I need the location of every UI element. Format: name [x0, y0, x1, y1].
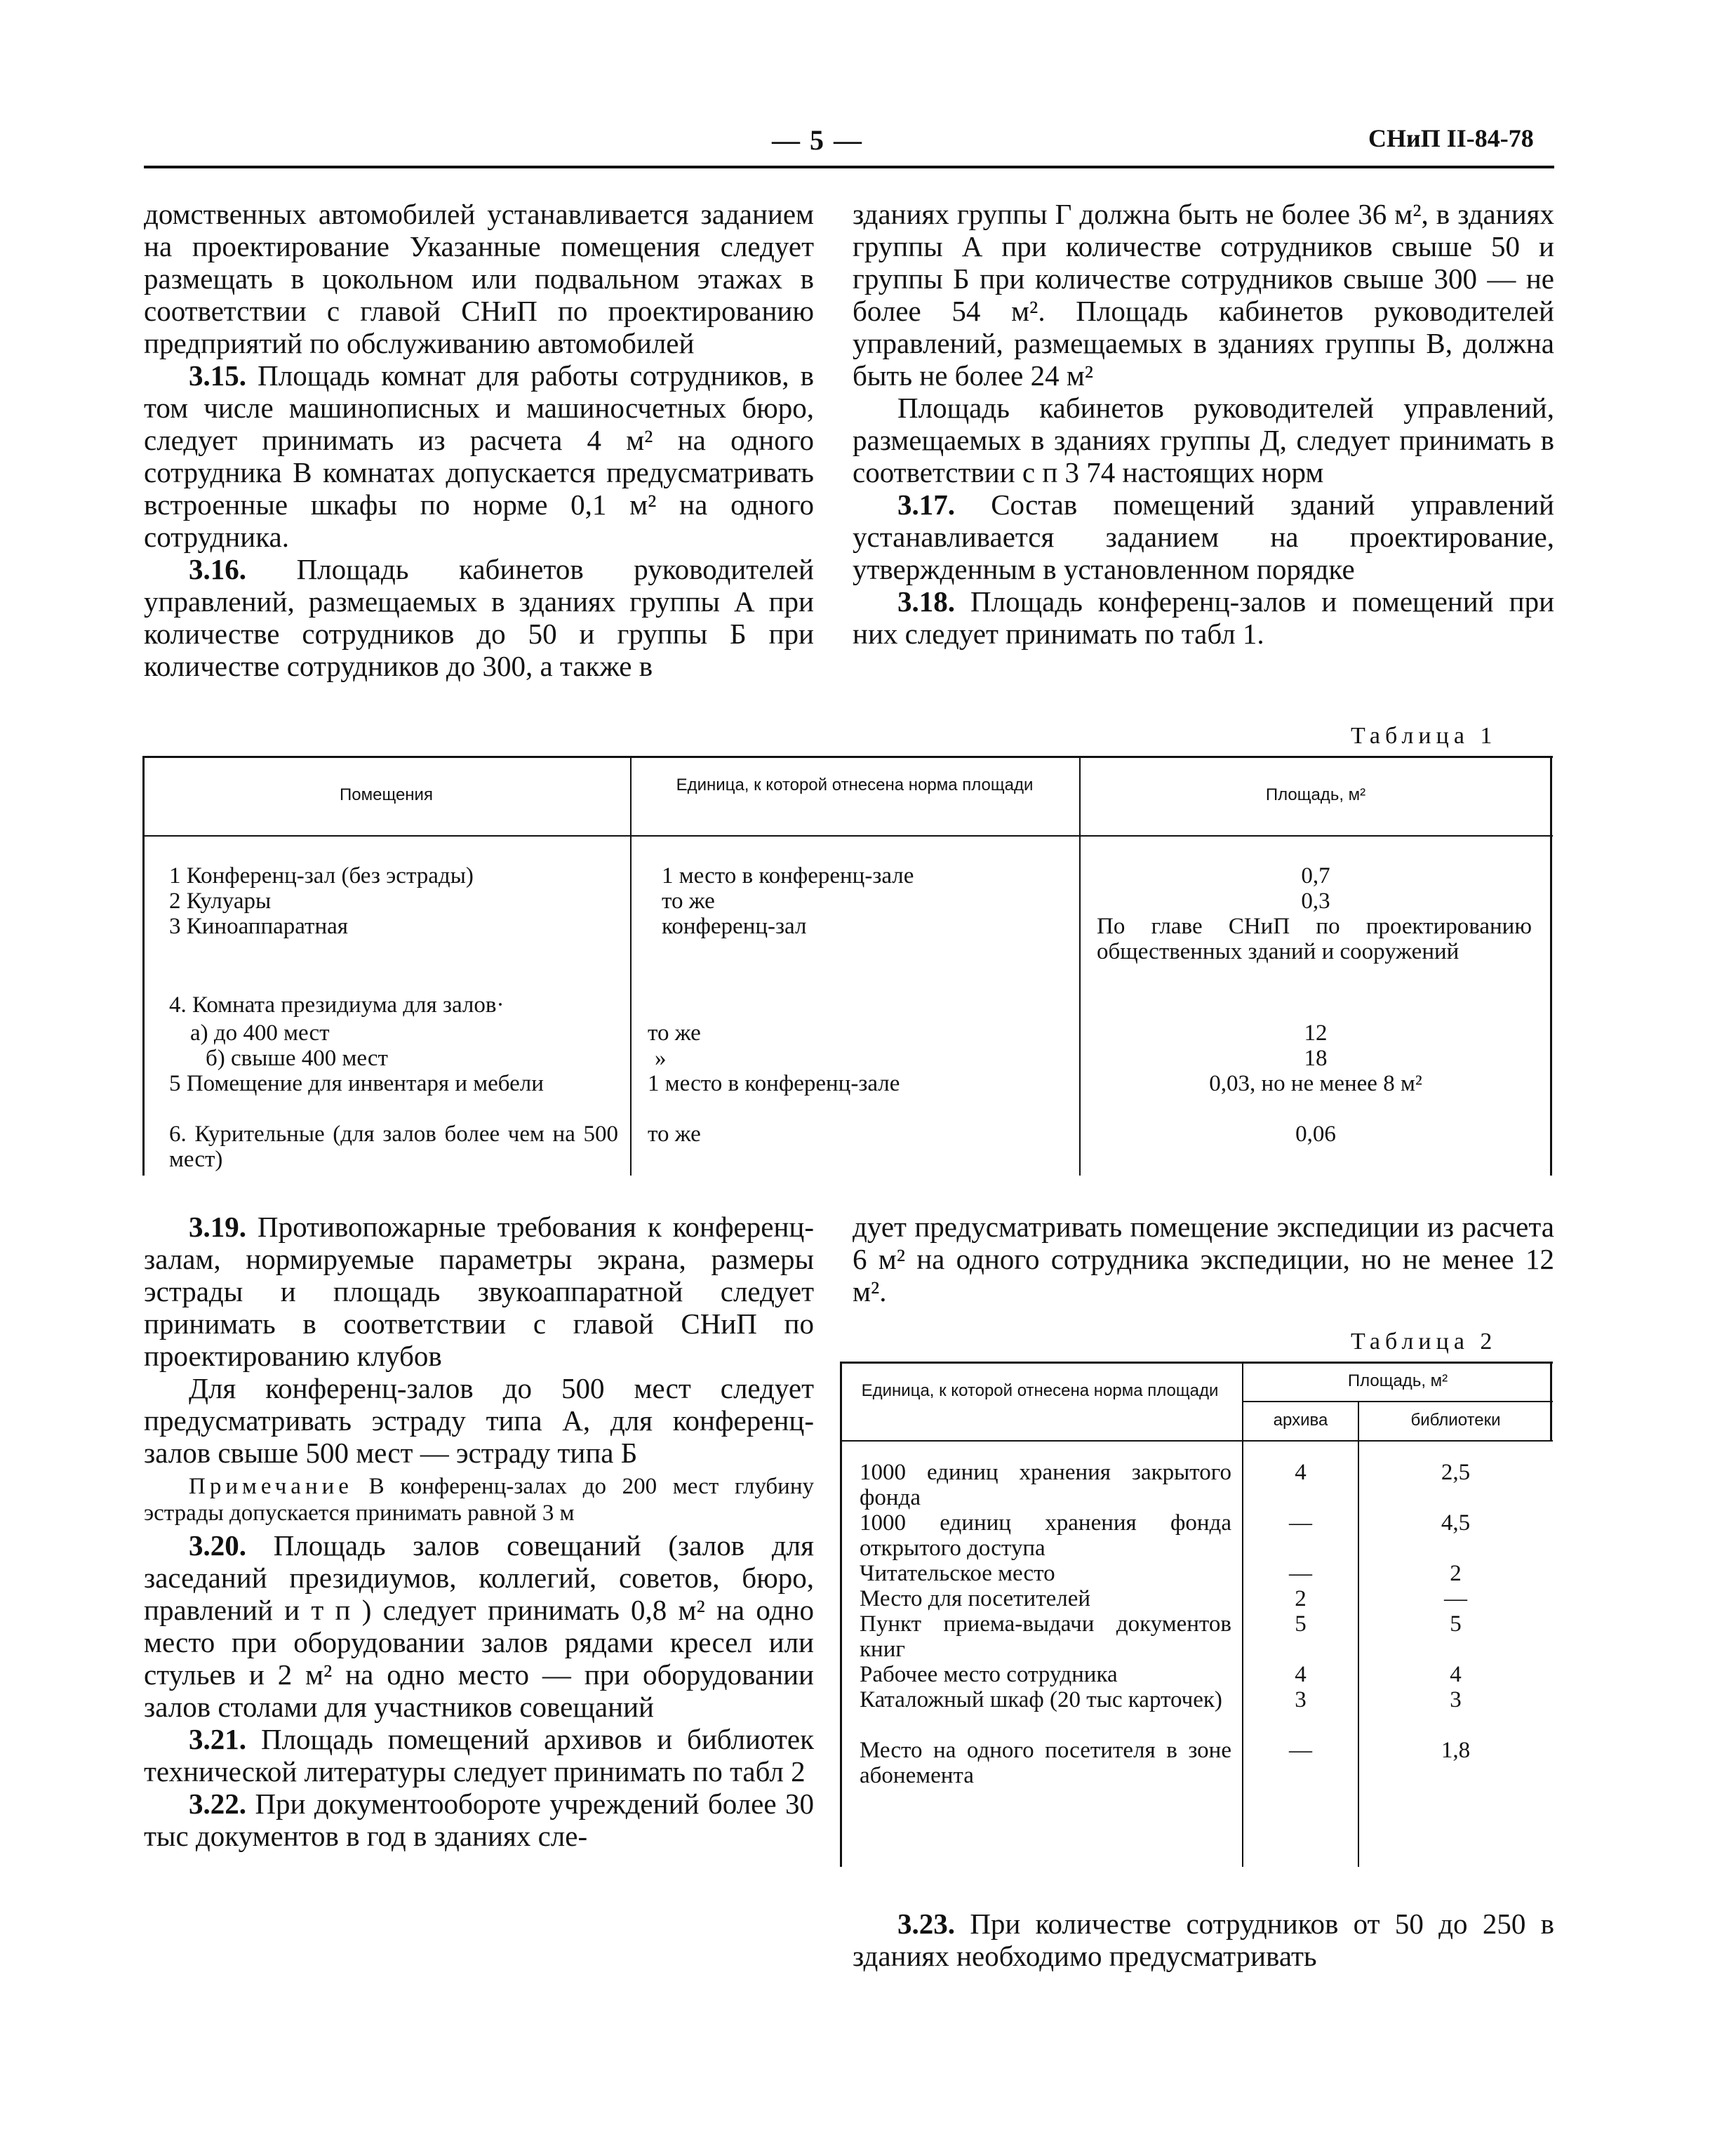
- paragraph-3-19: 3.19. Противопожарные требования к конференц-залам, нормируемые параметры экрана, размеры эстрады и площадь звукоаппаратной следует принимать в соответствии с главой СНиП по проектированию клубов: [144, 1211, 814, 1372]
- table-border: [1550, 756, 1552, 1176]
- right-column-top: [853, 198, 1554, 650]
- table1: [142, 756, 1553, 1176]
- paragraph-3-20: 3.20. Площадь залов совещаний (залов для заседаний президиумов, коллегий, советов, бюро, правлений и т п ) следует принимать 0,8 м² на одно место при оборудовании залов рядами кресел или стульев и 2 м² на одно место — при оборудовании залов столами для участников совещаний: [144, 1529, 814, 1723]
- table-cell: 2 Кулуары: [169, 889, 272, 914]
- table-cell: 3: [1295, 1687, 1307, 1712]
- paragraph-3-17: 3.17. Состав помещений зданий управлений устанавливается заданием на проектирование, утвержденным в установленном порядке: [853, 488, 1555, 585]
- table-cell: 1 место в конференц-зале: [648, 1071, 900, 1096]
- table-header-rule: [1242, 1401, 1553, 1402]
- table-cell: 4,5: [1441, 1510, 1471, 1536]
- table1-caption: Таблица 1: [1351, 723, 1497, 749]
- table-header-rule: [840, 1440, 1553, 1442]
- table2: [840, 1362, 1553, 1867]
- table-cell: 4: [1295, 1460, 1307, 1485]
- table-cell: —: [1444, 1586, 1467, 1611]
- table-cell: —: [1289, 1561, 1312, 1586]
- table-cell: По главе СНиП по проектированию общественных зданий и сооружений: [1097, 914, 1532, 964]
- paragraph: зданиях группы Г должна быть не более 36 м², в зданиях группы А при количестве сотрудников свыше 50 и группы Б при количестве сотрудников свыше 300 — не более 54 м². Площадь кабинетов руководителей управлений, размещаемых в зданиях группы В, должна быть не более 24 м²: [853, 198, 1554, 392]
- table-column-divider: [630, 756, 632, 1176]
- table-cell: 1000 единиц хранения фонда открытого доступа: [860, 1510, 1231, 1561]
- table-cell: то же: [648, 1122, 701, 1147]
- paragraph-3-21: 3.21. Площадь помещений архивов и библиотек технической литературы следует принимать по табл 2: [144, 1723, 814, 1788]
- paragraph: дует предусматривать помещение экспедиции из расчета 6 м² на одного сотрудника экспедиции, но не менее 12 м².: [853, 1211, 1554, 1307]
- table-cell: 3: [1450, 1687, 1462, 1712]
- table-cell: Рабочее место сотрудника: [860, 1662, 1118, 1687]
- table-cell: 4. Комната президиума для залов·: [169, 992, 505, 1018]
- table-cell: 5 Помещение для инвентаря и мебели: [169, 1071, 544, 1096]
- table-cell: 4: [1295, 1662, 1307, 1687]
- paragraph-3-15: 3.15. Площадь комнат для работы сотрудников, в том числе машинописных и машиносчетных бюро, следует принимать из расчета 4 м² на одного сотрудника В комнатах допускается предусматривать встроенные шкафы по норме 0,1 м² на одного сотрудника.: [144, 359, 814, 553]
- table-cell: б) свыше 400 мест: [206, 1046, 388, 1071]
- note: Примечание В конференц-залах до 200 мест глубину эстрады допускается принимать равной 3 м: [144, 1474, 814, 1526]
- table2-header-archive: архива: [1273, 1411, 1328, 1430]
- right-column-bottom: [853, 1211, 1554, 1307]
- paragraph-3-22: 3.22. При документообороте учреждений более 30 тыс документов в год в зданиях сле-: [144, 1788, 814, 1852]
- table-cell: то же: [648, 1020, 701, 1046]
- right-column-end: [853, 1908, 1554, 1972]
- document-code: СНиП II-84-78: [1368, 124, 1534, 152]
- table2-header-unit: Единица, к которой отнесена норма площади: [861, 1381, 1219, 1400]
- table-cell: конференц-зал: [662, 914, 807, 939]
- paragraph-3-16: 3.16. Площадь кабинетов руководителей управлений, размещаемых в зданиях группы А при количестве сотрудников до 50 и группы Б при количестве сотрудников до 300, а также в: [144, 553, 815, 682]
- table-cell: то же: [662, 889, 715, 914]
- table-cell: 4: [1450, 1662, 1462, 1687]
- page-number: — 5 —: [772, 124, 863, 156]
- table1-header-unit: Единица, к которой отнесена норма площади: [676, 776, 1034, 794]
- table1-header-rooms: Помещения: [340, 785, 433, 804]
- left-column-bottom: [144, 1211, 814, 1852]
- paragraph-3-23: 3.23. При количестве сотрудников от 50 до 250 в зданиях необходимо предусматривать: [853, 1908, 1554, 1972]
- table-cell: Место для посетителей: [860, 1586, 1091, 1611]
- table-cell: 12: [1304, 1020, 1328, 1046]
- table-cell: »: [655, 1046, 667, 1071]
- table-cell: 2: [1450, 1561, 1462, 1586]
- table-cell: Читательское место: [860, 1561, 1055, 1586]
- table-cell: 1 Конференц-зал (без эстрады): [169, 863, 474, 889]
- table-cell: Место на одного посетителя в зоне абонемента: [860, 1738, 1231, 1788]
- table-border: [840, 1362, 842, 1867]
- table-cell: 5: [1450, 1611, 1462, 1637]
- table-cell: Каталожный шкаф (20 тыс карточек): [860, 1687, 1222, 1712]
- table-cell: 2,5: [1441, 1460, 1471, 1485]
- paragraph: домственных автомобилей устанавливается заданием на проектирование Указанные помещения следует размещать в цокольном или подвальном этажах в соответствии с главой СНиП по проектированию предприятий по обслуживанию автомобилей: [144, 198, 814, 359]
- table-cell: 0,03, но не менее 8 м²: [1209, 1071, 1422, 1096]
- table-cell: 6. Курительные (для залов более чем на 500 мест): [169, 1122, 618, 1172]
- table-cell: —: [1289, 1510, 1312, 1536]
- header-rule: [144, 166, 1554, 168]
- table-header-rule: [142, 835, 1553, 837]
- table-cell: 5: [1295, 1611, 1307, 1637]
- table-border: [142, 756, 145, 1176]
- table-column-divider: [1079, 756, 1081, 1176]
- table-border: [142, 756, 1553, 758]
- table-cell: 2: [1295, 1586, 1307, 1611]
- table-border: [840, 1362, 1553, 1364]
- table-cell: 18: [1304, 1046, 1328, 1071]
- paragraph: Площадь кабинетов руководителей управлений, размещаемых в зданиях группы Д, следует принимать в соответствии с п 3 74 настоящих норм: [853, 392, 1554, 488]
- paragraph: Для конференц-залов до 500 мест следует предусматривать эстраду типа А, для конференц-залов свыше 500 мест — эстраду типа Б: [144, 1372, 814, 1469]
- table-cell: 0,3: [1301, 889, 1330, 914]
- table-cell: 1000 единиц хранения закрытого фонда: [860, 1460, 1231, 1510]
- table-cell: 1 место в конференц-зале: [662, 863, 914, 889]
- table2-caption: Таблица 2: [1351, 1329, 1497, 1355]
- table2-header-area: Площадь, м²: [1347, 1371, 1448, 1390]
- table-cell: 0,06: [1295, 1122, 1336, 1147]
- left-column-top: [144, 198, 814, 682]
- table1-header-area: Площадь, м²: [1265, 785, 1366, 804]
- table-cell: а) до 400 мест: [190, 1020, 330, 1046]
- table-cell: —: [1289, 1738, 1312, 1763]
- table2-header-library: библиотеки: [1410, 1411, 1501, 1430]
- table-cell: 0,7: [1301, 863, 1330, 889]
- table-cell: Пункт приема-выдачи документов книг: [860, 1611, 1231, 1662]
- table-cell: 3 Киноаппаратная: [169, 914, 348, 939]
- paragraph-3-18: 3.18. Площадь конференц-залов и помещений при них следует принимать по табл 1.: [853, 585, 1555, 650]
- table-cell: 1,8: [1441, 1738, 1471, 1763]
